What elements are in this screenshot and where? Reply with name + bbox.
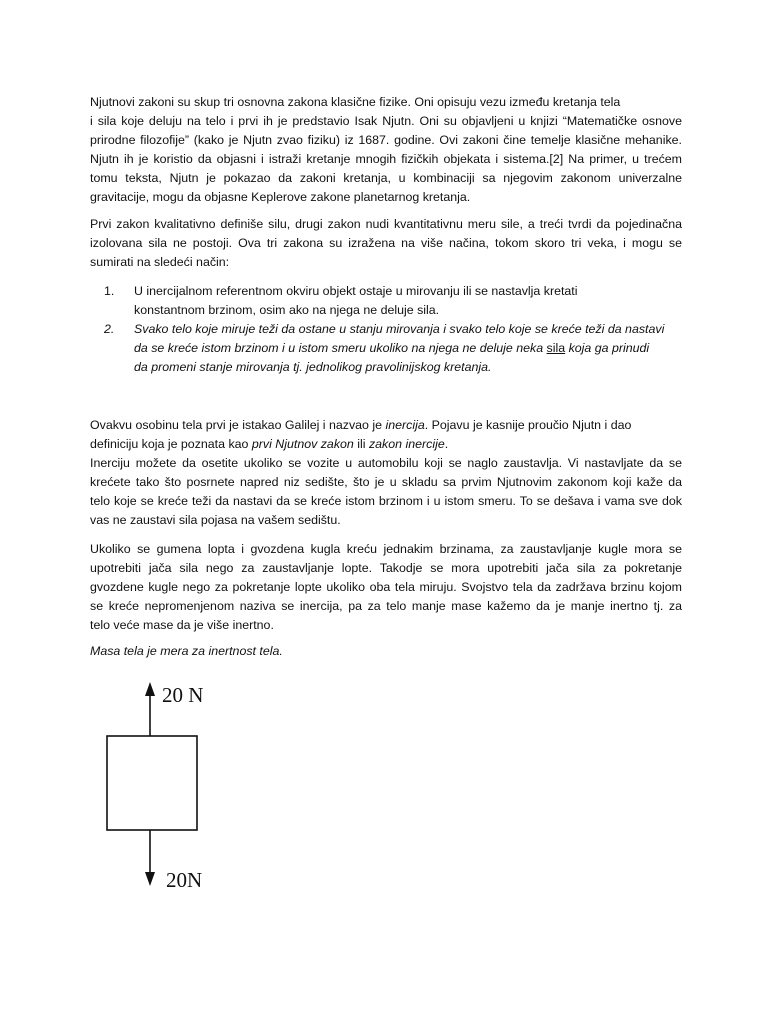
text-line: Inerciju možete da osetite ukoliko se vozite u automobilu koji se naglo zaustavlja. Vi nastavljate da se	[90, 456, 682, 470]
text-line: telo koje se kreće teži da nastavi da se kreće istom brzinom i u istom smeru. To se dešava i vama sve dok	[90, 494, 682, 508]
intro-paragraph	[90, 93, 682, 207]
text-line: tomu teksta, Njutn je pokazao da zakoni kretanja, u kombinaciji sa njegovim zakonom univerzalne	[90, 171, 682, 185]
text-fragment: .	[444, 437, 449, 451]
first-law-term: prvi Njutnov zakon	[251, 437, 354, 451]
text-line: krećete tako što posrnete napred niz sedište, što je u skladu sa prvim Njutnovim zakonom koji kaže da	[90, 475, 682, 489]
text-fragment: koja ga prinudi	[565, 341, 650, 355]
laws-list	[104, 282, 684, 377]
list-number: 2.	[104, 322, 115, 336]
text-line	[90, 435, 682, 454]
mass-inertia-statement	[90, 642, 682, 661]
list-item	[104, 282, 684, 320]
up-arrow-icon	[145, 682, 155, 696]
down-arrow-icon	[145, 872, 155, 886]
text-line: izolovana sila ne postoji. Ova tri zakona su izražena na više načina, tokom skoro tri veka, i mogu se	[90, 236, 682, 250]
text-line: telo veće mase da je više inertno.	[90, 618, 274, 632]
text-line: i sila koje deluju na telo i prvi ih je predstavio Isak Njutn. Oni su objavljeni u knjizi “Matematičke osnove	[90, 114, 682, 128]
list-item	[104, 320, 684, 377]
list-number: 1.	[104, 284, 115, 298]
text-line: Prvi zakon kvalitativno definiše silu, drugi zakon nudi kvantitativnu meru sile, a treći tvrdi da pojedinačna	[90, 217, 682, 231]
text-line: se kreće nepromenjenom naziva se inercija, pa za telo manje mase kažemo da je manje inertno tj. za	[90, 599, 682, 613]
force-diagram-svg	[100, 676, 240, 896]
text-line: prirodne filozofije” (kako je Njutn zvao fiziku) iz 1687. godine. Ovi zakoni čine temelje klasične mehanike.	[90, 133, 682, 147]
text-fragment: Ovakvu osobinu tela prvi je istakao Galilej i nazvao je	[90, 418, 386, 432]
text-line	[134, 339, 684, 358]
text-line: Svako telo koje miruje teži da ostane u stanju mirovanja i svako telo koje se kreće teži da nastavi	[134, 322, 665, 336]
force-diagram	[100, 676, 240, 896]
laws-summary-paragraph	[90, 215, 682, 272]
text-fragment: da se kreće istom brzinom i u istom smeru ukoliko na njega ne deluje neka	[134, 341, 547, 355]
text-line: konstantnom brzinom, osim ako na njega ne deluje sila.	[134, 303, 440, 317]
text-fragment: definiciju koja je poznata kao	[90, 437, 252, 451]
inertia-term: inercija	[385, 418, 425, 432]
inertia-law-term: zakon inercije	[368, 437, 445, 451]
text-line: vas ne zaustavi sila pojasa na vašem sedištu.	[90, 513, 341, 527]
bottom-force-label: 20N	[166, 868, 203, 892]
sila-link[interactable]: sila	[546, 341, 566, 355]
text-line: Ukoliko se gumena lopta i gvozdena kugla kreću jednakim brzinama, za zaustavljanje kugle mora se	[90, 542, 682, 556]
text-fragment: ili	[353, 437, 369, 451]
ball-example-paragraph	[90, 540, 682, 635]
text-line	[90, 416, 682, 435]
text-line: Njutnovi zakoni su skup tri osnovna zakona klasične fizike. Oni opisuju vezu između kretanja tela	[90, 95, 621, 109]
text-line: sumirati na sledeći način:	[90, 255, 230, 269]
text-fragment: . Pojavu je kasnije proučio Njutn i dao	[424, 418, 632, 432]
text-line: Masa tela je mera za inertnost tela.	[90, 644, 283, 658]
text-line: gravitacije, mogu da objasne Keplerove zakone planetarnog kretanja.	[90, 190, 471, 204]
text-line: U inercijalnom referentnom okviru objekt ostaje u mirovanju ili se nastavlja kretati	[134, 284, 578, 298]
text-line: da promeni stanje mirovanja tj. jednolikog pravolinijskog kretanja.	[134, 360, 492, 374]
body-box	[107, 736, 197, 830]
inertia-paragraph	[90, 416, 682, 530]
top-force-label: 20 N	[162, 683, 204, 707]
text-line: upotrebiti jača sila nego za zaustavljanje lopte. Takodje se mora upotrebiti jača sila za pokretanje	[90, 561, 682, 575]
text-line: Njutn ih je koristio da objasni i istraži kretanje mnogih fizičkih objekata i sistema.[2] Na primer, u trećem	[90, 152, 682, 166]
text-line: gvozdene kugle nego za pokretanje lopte ukoliko oba tela miruju. Svojstvo tela da zadržava brzinu kojom	[90, 580, 682, 594]
